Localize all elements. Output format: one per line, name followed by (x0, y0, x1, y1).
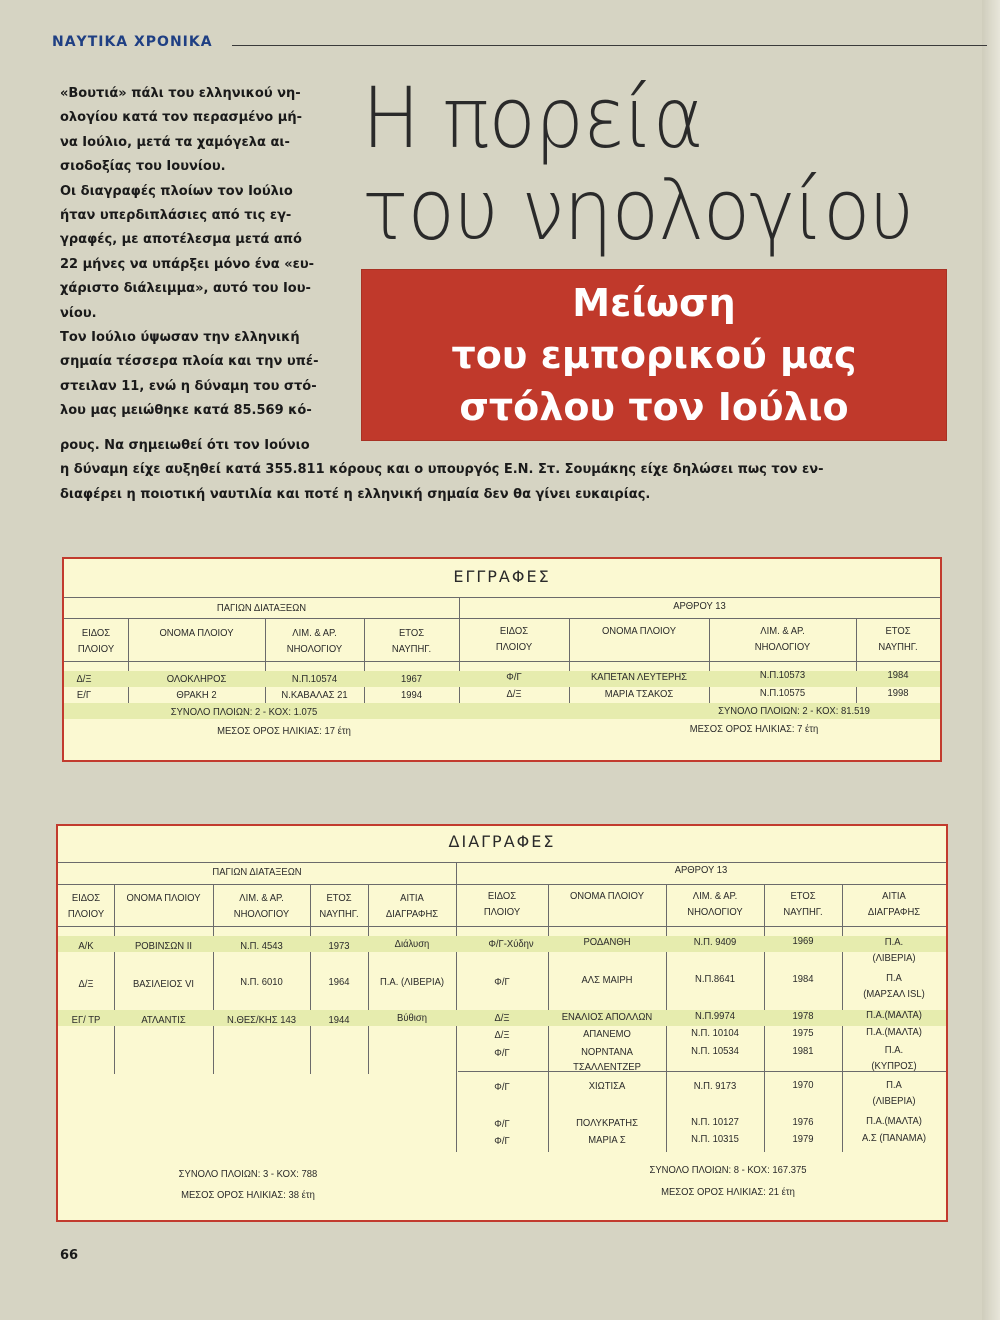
divider (64, 661, 940, 662)
table-cell: Ν.ΚΑΒΑΛΑΣ 21 (281, 689, 348, 701)
table-cell: Π.Α. (884, 1044, 904, 1056)
table-cell: ΟΛΟΚΛΗΡΟΣ (166, 673, 227, 685)
column-header: ΟΝΟΜΑ ΠΛΟΙΟΥ (159, 627, 234, 639)
lead-line: 22 μήνες να υπάρξει μόνο ένα «ευ- (60, 256, 315, 272)
lead-line: Οι διαγραφές πλοίων τον Ιούλιο (60, 183, 293, 199)
title-line: του νηολογίου (362, 161, 914, 259)
table-cell: Φ/Γ (494, 1118, 510, 1130)
table-cell: ΕΓ/ ΤΡ (71, 1014, 101, 1026)
column-header: ΛΙΜ. & ΑΡ. ΝΗΟΛΟΓΙΟΥ (754, 625, 811, 653)
table-cell: Ν.Π. 6010 (240, 976, 283, 988)
age-summary: ΜΕΣΟΣ ΟΡΟΣ ΗΛΙΚΙΑΣ: 17 έτη (217, 725, 351, 737)
table-cell: Φ/Γ (494, 1047, 510, 1059)
table-cell: Βύθιση (397, 1012, 427, 1024)
table-title: ΔΙΑΓΡΑΦΕΣ (448, 832, 556, 851)
divider (58, 926, 946, 927)
lead-line: στειλαν 11, ενώ η δύναμη του στό- (60, 378, 317, 394)
column-header: ΟΝΟΜΑ ΠΛΟΙΟΥ (126, 892, 201, 904)
table-cell: Π.Α. (ΛΙΒΕΡΙΑ) (379, 976, 445, 988)
divider (310, 884, 311, 1074)
section-rule (232, 45, 987, 46)
table-cell: Π.Α. (884, 936, 904, 948)
table-cell: Ν.Π. 10315 (691, 1133, 739, 1145)
table-cell: Ε/Γ (76, 689, 92, 701)
table-cell: 1967 (400, 673, 423, 685)
table-cell: 1981 (792, 1045, 814, 1057)
divider (456, 862, 457, 1152)
table-cell: 1984 (792, 973, 814, 985)
table-cell: 1970 (792, 1079, 814, 1091)
table-cell: Π.Α.(ΜΑΛΤΑ) (866, 1009, 922, 1021)
table-cell: 1979 (792, 1133, 814, 1145)
column-header: ΛΙΜ. & ΑΡ. ΝΗΟΛΟΓΙΟΥ (687, 890, 743, 918)
table-cell: Ν.Π. 4543 (240, 940, 283, 952)
divider (364, 618, 365, 705)
table-cell: ΤΣΑΛΛΕΝΤΖΕΡ (573, 1061, 641, 1073)
column-header: ΕΙΔΟΣ ΠΛΟΙΟΥ (483, 890, 521, 918)
divider (265, 618, 266, 705)
table-cell: ΑΠΑΝΕΜΟ (583, 1028, 631, 1040)
table-title: ΕΓΓΡΑΦΕΣ (453, 567, 551, 586)
subtitle-line: Μείωση (572, 281, 736, 325)
table-cell: 1998 (887, 687, 909, 699)
divider (114, 884, 115, 1074)
column-header: ΕΤΟΣ ΝΑΥΠΗΓ. (319, 892, 359, 920)
lead-line: λου μας μειώθηκε κατά 85.569 κό- (60, 403, 312, 419)
table-cell: Ν.Π.9974 (695, 1010, 735, 1022)
registrations-table (62, 557, 942, 762)
table-cell: (ΛΙΒΕΡΙΑ) (872, 1095, 916, 1107)
table-cell: ΒΑΣΙΛΕΙΟΣ VI (132, 978, 195, 990)
table-cell: Ν.ΘΕΣ/ΚΗΣ 143 (227, 1014, 296, 1026)
table-cell: Φ/Γ (494, 976, 510, 988)
table-cell: ΘΡΑΚΗ 2 (176, 689, 217, 701)
table-cell: ΑΛΣ ΜΑΙΡΗ (581, 974, 633, 986)
table-cell: ΡΟΒΙΝΣΩΝ ΙΙ (134, 940, 193, 952)
page-edge (982, 0, 1000, 1320)
lead-line: σιοδοξίας του Ιουνίου. (60, 159, 226, 175)
table-cell: ΡΟΔΑΝΘΗ (583, 936, 631, 948)
table-cell: ΕΝΑΛΙΟΣ ΑΠΟΛΛΩΝ (561, 1011, 653, 1023)
table-cell: Δ/Ξ (506, 688, 522, 700)
subtitle-line: του εμπορικού μας (451, 333, 857, 377)
total-summary: ΣΥΝΟΛΟ ΠΛΟΙΩΝ: 2 - ΚΟΧ: 81.519 (718, 705, 870, 717)
column-header: ΑΙΤΙΑ ΔΙΑΓΡΑΦΗΣ (867, 890, 921, 918)
table-cell: Φ/Γ (506, 671, 522, 683)
lead-line: γραφές, με αποτέλεσμα μετά από (60, 232, 302, 248)
table-cell: (ΜΑΡΣΑΛ ISL) (863, 988, 925, 1000)
age-summary: ΜΕΣΟΣ ΟΡΟΣ ΗΛΙΚΙΑΣ: 38 έτη (181, 1189, 315, 1201)
table-cell: 1976 (792, 1116, 814, 1128)
column-header: ΕΤΟΣ ΝΑΥΠΗΓ. (783, 890, 823, 918)
table-cell: Ν.Π. 10534 (691, 1045, 739, 1057)
column-header: ΟΝΟΜΑ ΠΛΟΙΟΥ (601, 625, 677, 637)
divider (64, 618, 940, 619)
total-summary: ΣΥΝΟΛΟ ΠΛΟΙΩΝ: 3 - ΚΟΧ: 788 (178, 1168, 318, 1180)
table-cell: Π.Α (886, 1079, 902, 1091)
table-cell: Δ/Ξ (76, 673, 92, 685)
table-cell: Διάλυση (394, 938, 430, 950)
divider (569, 618, 570, 705)
table-cell: 1969 (792, 935, 814, 947)
divider (459, 597, 460, 705)
age-summary: ΜΕΣΟΣ ΟΡΟΣ ΗΛΙΚΙΑΣ: 21 έτη (661, 1186, 795, 1198)
group-header: ΠΑΓΙΩΝ ΔΙΑΤΑΞΕΩΝ (216, 602, 307, 614)
subtitle-line: στόλου τον Ιούλιο (459, 385, 849, 429)
table-cell: 1973 (328, 940, 350, 952)
table-cell: Ν.Π. 10104 (691, 1027, 739, 1039)
total-summary: ΣΥΝΟΛΟ ΠΛΟΙΩΝ: 8 - ΚΟΧ: 167.375 (649, 1164, 807, 1176)
table-cell: Ν.Π.10574 (291, 673, 338, 685)
table-cell: ΚΑΠΕΤΑΝ ΛΕΥΤΕΡΗΣ (590, 671, 687, 683)
table-cell: Φ/Γ (494, 1135, 510, 1147)
lead-paragraph (60, 82, 342, 424)
table-cell: 1984 (887, 669, 909, 681)
table-cell: 1964 (328, 976, 350, 988)
group-header: ΠΑΓΙΩΝ ΔΙΑΤΑΞΕΩΝ (212, 866, 302, 878)
table-cell: Φ/Γ-Χύδην (488, 938, 534, 950)
article-continuation (60, 434, 960, 507)
table-cell: 1994 (400, 689, 423, 701)
section-label: ΝΑΥΤΙΚΑ ΧΡΟΝΙΚΑ (52, 34, 213, 50)
column-header: ΟΝΟΜΑ ΠΛΟΙΟΥ (569, 890, 645, 902)
column-header: ΕΙΔΟΣ ΠΛΟΙΟΥ (495, 625, 533, 653)
group-header: ΑΡΘΡΟΥ 13 (673, 600, 726, 612)
divider (856, 618, 857, 705)
table-cell: Ν.Π.10573 (759, 669, 806, 681)
table-cell: Δ/Ξ (78, 978, 94, 990)
title-line: Η πορεία (362, 69, 703, 167)
table-cell: Ν.Π.8641 (695, 973, 735, 985)
table-cell: 1944 (328, 1014, 350, 1026)
table-cell: ΝΟΡΝΤΑΝΑ (581, 1046, 633, 1058)
table-cell: Ν.Π. 9173 (693, 1080, 737, 1092)
table-cell: Φ/Γ (494, 1081, 510, 1093)
table-cell: 1978 (792, 1010, 814, 1022)
divider (368, 884, 369, 1074)
table-cell: Α.Σ (ΠΑΝΑΜΑ) (861, 1132, 927, 1144)
table-cell: Ν.Π. 10127 (691, 1116, 739, 1128)
column-header: ΕΤΟΣ ΝΑΥΠΗΓ. (878, 625, 918, 653)
table-cell: (ΚΥΠΡΟΣ) (871, 1060, 917, 1072)
table-cell: Ν.Π.10575 (759, 687, 806, 699)
lead-line: ρους. Να σημειωθεί ότι τον Ιούνιο (60, 438, 310, 453)
lead-line: Τον Ιούλιο ύψωσαν την ελληνική (60, 330, 300, 346)
deletions-table (56, 824, 948, 1222)
table-cell: ΧΙΩΤΙΣΑ (588, 1080, 626, 1092)
table-cell: Ν.Π. 9409 (693, 936, 737, 948)
table-cell: ΜΑΡΙΑ ΤΣΑΚΟΣ (604, 688, 674, 700)
table-cell: 1975 (792, 1027, 814, 1039)
table-cell: Α/Κ (78, 940, 94, 952)
column-header: ΛΙΜ. & ΑΡ. ΝΗΟΛΟΓΙΟΥ (286, 627, 343, 655)
table-cell: (ΛΙΒΕΡΙΑ) (872, 952, 916, 964)
column-header: ΛΙΜ. & ΑΡ. ΝΗΟΛΟΓΙΟΥ (233, 892, 290, 920)
age-summary: ΜΕΣΟΣ ΟΡΟΣ ΗΛΙΚΙΑΣ: 7 έτη (689, 723, 819, 735)
table-cell: Π.Α (886, 972, 902, 984)
divider (213, 884, 214, 1074)
lead-line: να Ιούλιο, μετά τα χαμόγελα αι- (60, 134, 290, 150)
table-cell: Π.Α.(ΜΑΛΤΑ) (866, 1115, 922, 1127)
table-cell: ΜΑΡΙΑ Σ (588, 1134, 626, 1146)
lead-line: νίου. (60, 305, 97, 321)
divider (58, 884, 946, 885)
total-summary: ΣΥΝΟΛΟ ΠΛΟΙΩΝ: 2 - ΚΟΧ: 1.075 (170, 706, 318, 718)
column-header: ΕΙΔΟΣ ΠΛΟΙΟΥ (67, 892, 105, 920)
table-cell: Π.Α.(ΜΑΛΤΑ) (866, 1026, 922, 1038)
article-title (362, 69, 914, 259)
continuation-line: διαφέρει η ποιοτική ναυτιλία και ποτέ η ελληνική σημαία δεν θα γίνει ευκαιρίας. (60, 486, 651, 502)
column-header: ΕΙΔΟΣ ΠΛΟΙΟΥ (77, 627, 115, 655)
table-cell: ΠΟΛΥΚΡΑΤΗΣ (576, 1117, 638, 1129)
group-header: ΑΡΘΡΟΥ 13 (674, 864, 728, 876)
table-cell: Δ/Ξ (494, 1012, 510, 1024)
divider (128, 618, 129, 705)
table-cell: Δ/Ξ (494, 1029, 510, 1041)
page-number: 66 (60, 1248, 79, 1263)
table-cell: ΑΤΛΑΝΤΙΣ (141, 1014, 186, 1026)
subtitle-box (362, 270, 946, 440)
continuation-line: η δύναμη είχε αυξηθεί κατά 355.811 κόρους και ο υπουργός Ε.Ν. Στ. Σουμάκης είχε δηλώσει πως τον εν- (60, 462, 824, 478)
lead-line: «Βουτιά» πάλι του ελληνικού νη- (60, 86, 301, 101)
lead-line: σημαία τέσσερα πλοία και την υπέ- (60, 354, 319, 370)
divider (709, 618, 710, 705)
lead-line: χάριστο διάλειμμα», αυτό του Ιου- (60, 281, 311, 297)
lead-line: ολογίου κατά τον περασμένο μή- (60, 110, 302, 126)
lead-line: ήταν υπερδιπλάσιες από τις εγ- (60, 208, 292, 224)
column-header: ΑΙΤΙΑ ΔΙΑΓΡΑΦΗΣ (385, 892, 439, 920)
column-header: ΕΤΟΣ ΝΑΥΠΗΓ. (391, 627, 432, 655)
